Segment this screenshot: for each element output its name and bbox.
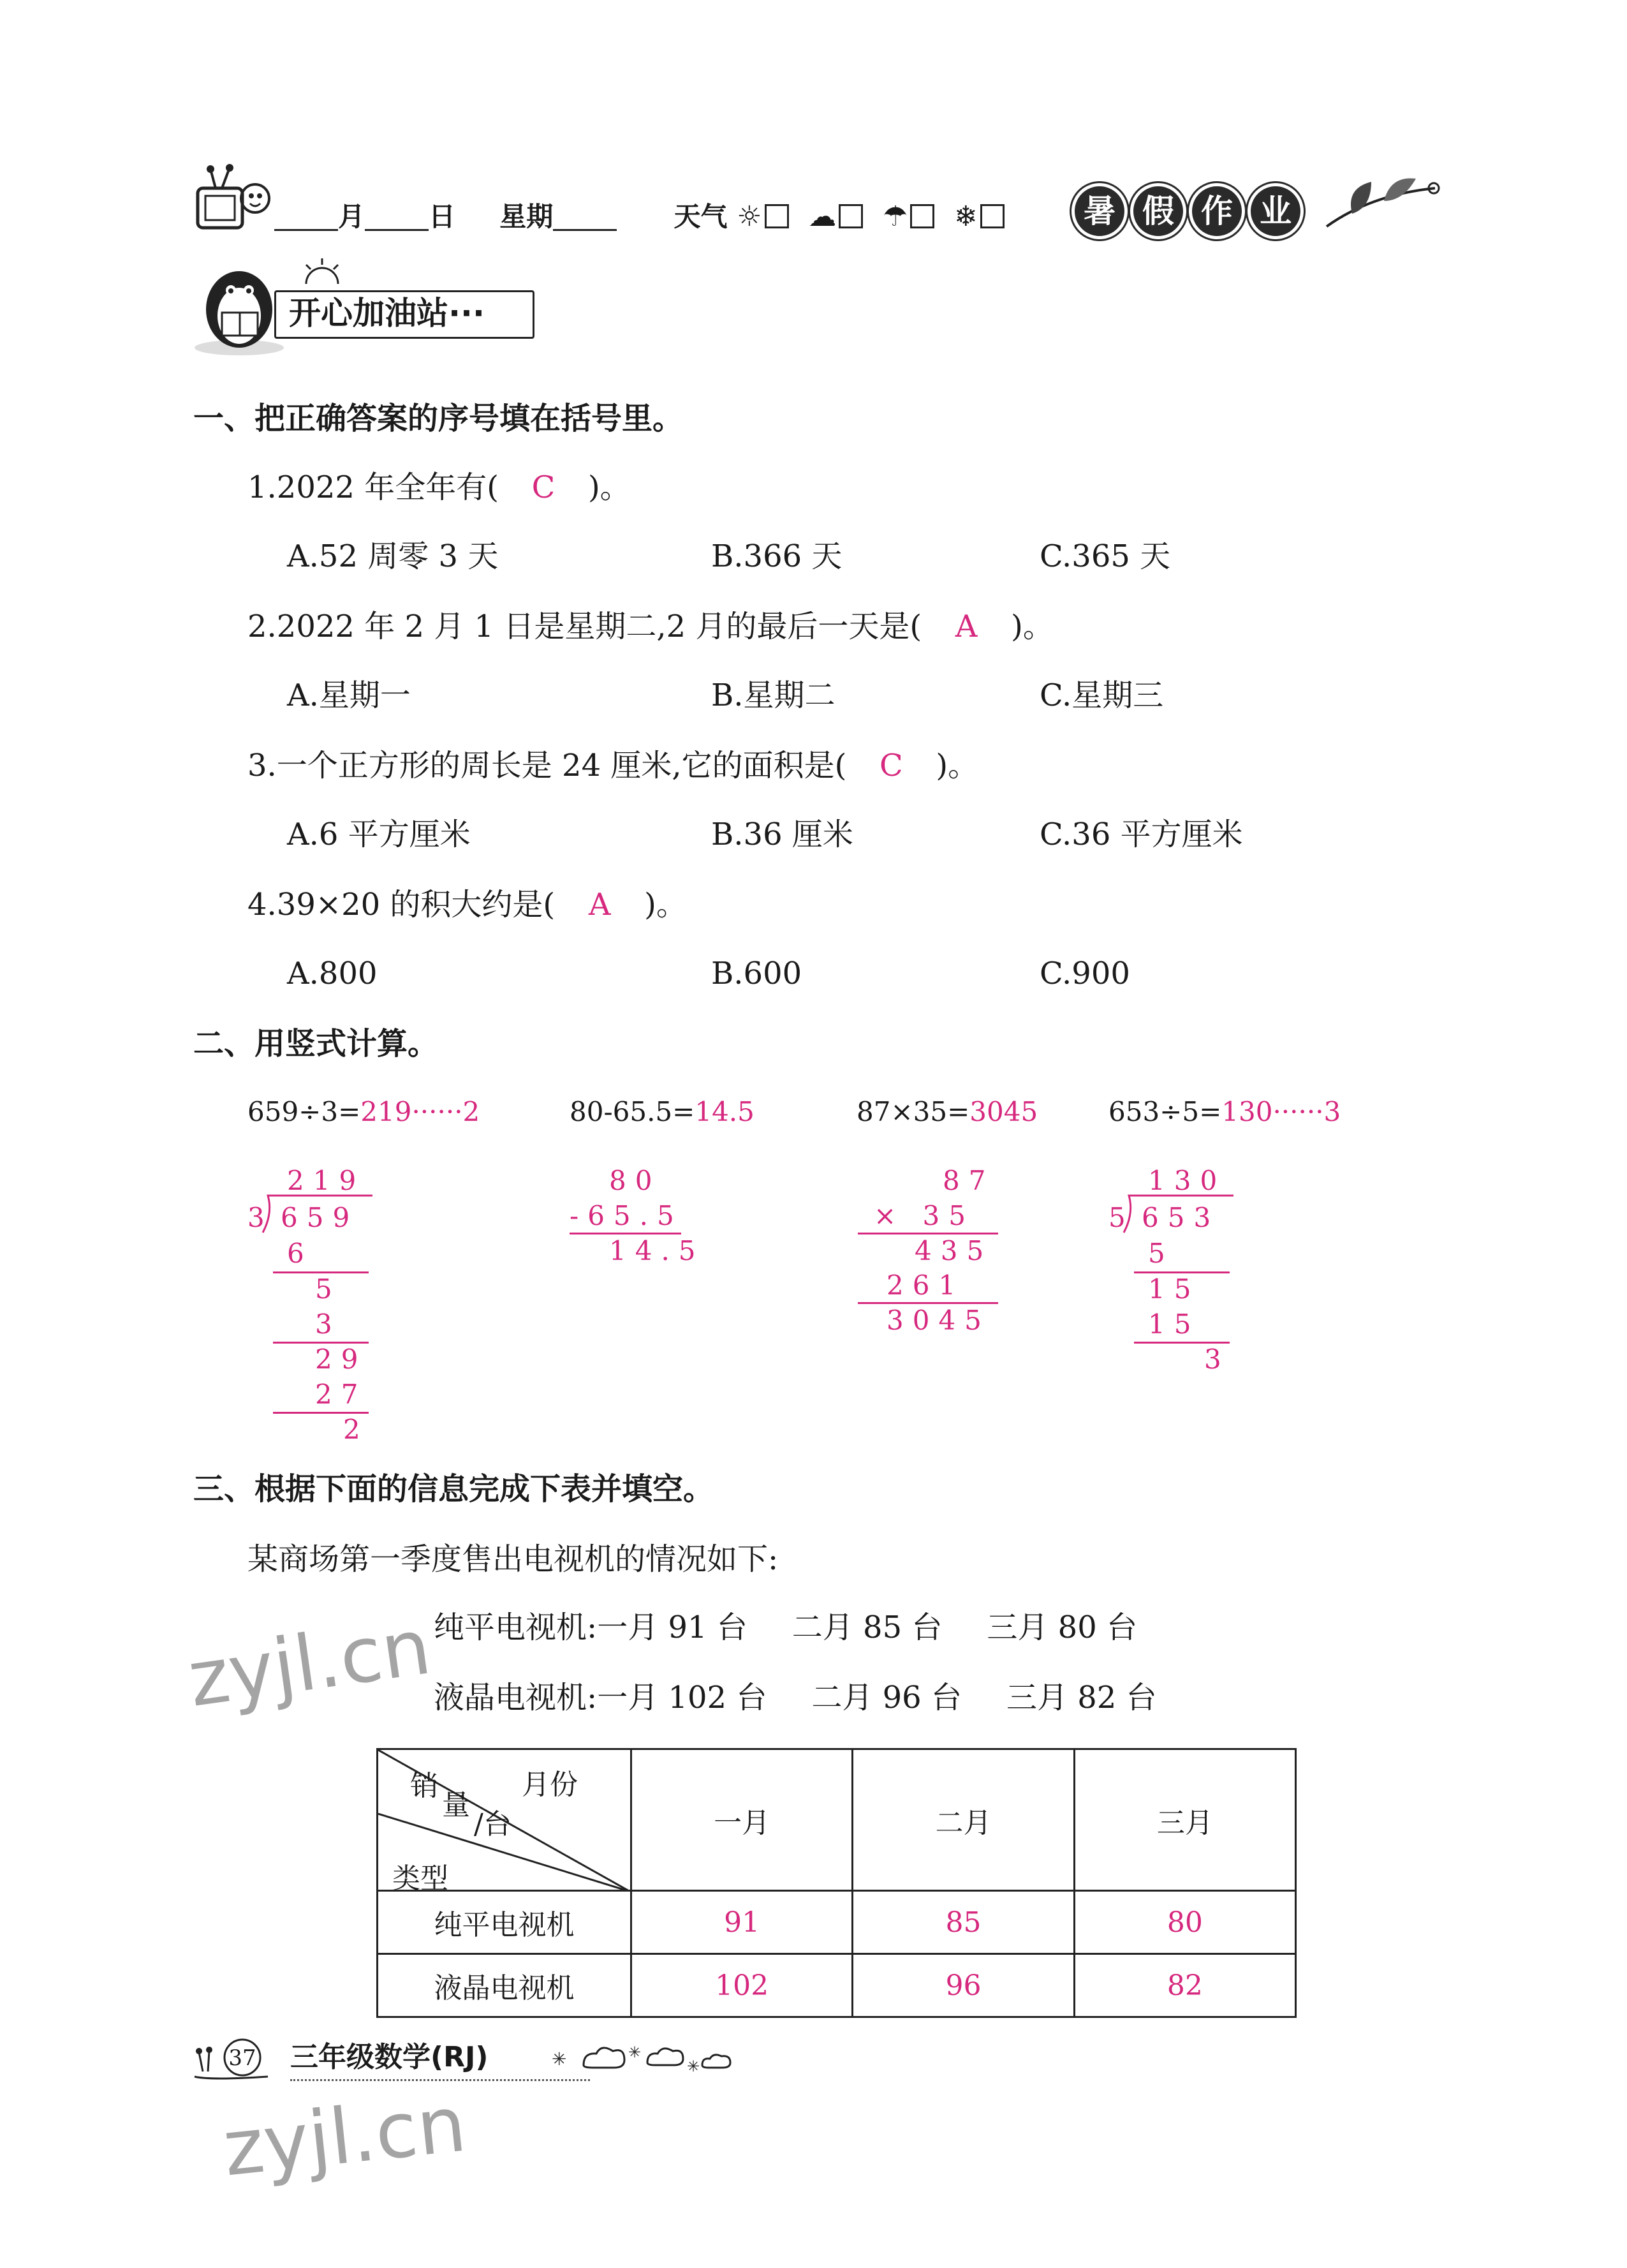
brand-char: 业 <box>1248 183 1304 239</box>
section1-heading: 一、把正确答案的序号填在括号里。 <box>193 401 684 436</box>
problem-expr: 80-65.5= <box>570 1096 695 1127</box>
brand-logo <box>1071 183 1306 239</box>
division-remainder: 3 <box>1204 1344 1230 1375</box>
option-a: A.800 <box>287 956 378 991</box>
question-2 <box>247 611 1054 642</box>
cloud-decoration-icon <box>545 2040 737 2078</box>
day-label: 日 <box>429 201 456 232</box>
column-header: 二月 <box>853 1749 1074 1891</box>
row-label: 液晶电视机 <box>378 1954 631 2017</box>
corner-sales-a: 销 <box>410 1770 438 1802</box>
brand-char: 作 <box>1189 183 1245 239</box>
question-stem: 2.2022 年 2 月 1 日是星期二,2 月的最后一天是( <box>247 609 922 644</box>
division-step: 5 <box>315 1273 341 1305</box>
answer-value[interactable]: A <box>955 609 978 644</box>
problem-expr: 659÷3= <box>247 1096 361 1127</box>
penguin-mascot-icon <box>191 255 287 357</box>
leaf-branch-icon <box>1320 169 1441 239</box>
dividend: 659 <box>281 1202 359 1233</box>
month-blank[interactable] <box>274 201 338 231</box>
info-item: 一月 91 台 <box>597 1610 747 1645</box>
option-b: B.36 厘米 <box>711 817 853 852</box>
divisor: 5 <box>1108 1202 1135 1233</box>
problem-2 <box>570 1096 755 1127</box>
divisor: 3 <box>247 1202 274 1233</box>
answer-value[interactable]: C <box>880 748 903 783</box>
minuend: 80 <box>609 1165 661 1196</box>
footer-dotted-rule <box>290 2079 590 2081</box>
corner-month: 月份 <box>522 1768 578 1801</box>
multiplier: × 35 <box>874 1200 975 1231</box>
info-item: 二月 96 台 <box>811 1680 962 1716</box>
info-item: 一月 102 台 <box>597 1680 767 1716</box>
sun-checkbox[interactable] <box>765 204 789 228</box>
sun-icon: ☼ <box>737 200 762 233</box>
weather-label: 天气 <box>674 201 728 232</box>
quotient: 219 <box>287 1165 365 1196</box>
corner-sales-c: /台 <box>474 1808 512 1841</box>
weekday-blank[interactable] <box>553 201 617 231</box>
table-cell[interactable]: 80 <box>1074 1891 1295 1954</box>
snow-icon: ❄ <box>953 200 978 233</box>
division-step: 29 <box>315 1344 367 1375</box>
day-blank[interactable] <box>365 201 429 231</box>
table-cell[interactable]: 82 <box>1074 1954 1295 2017</box>
row-label: 纯平电视机 <box>378 1891 631 1954</box>
corner-type: 类型 <box>392 1862 448 1895</box>
section3-intro: 某商场第一季度售出电视机的情况如下: <box>247 1541 779 1577</box>
question-close: )。 <box>644 887 687 923</box>
section2-heading: 二、用竖式计算。 <box>193 1026 439 1062</box>
partial-product: 435 <box>915 1235 993 1266</box>
division-remainder: 2 <box>343 1414 369 1445</box>
brand-char: 假 <box>1130 183 1186 239</box>
division-step: 15 <box>1148 1308 1200 1340</box>
svg-text:✳: ✳ <box>552 2049 567 2070</box>
brand-char: 暑 <box>1071 183 1128 239</box>
question-close: )。 <box>1011 609 1054 644</box>
info-item: 二月 85 台 <box>791 1610 943 1645</box>
option-b: B.星期二 <box>711 678 836 713</box>
weekday-label: 星期 <box>499 201 554 232</box>
answer-value[interactable]: C <box>531 470 556 505</box>
question-close: )。 <box>587 470 631 505</box>
option-c: C.36 平方厘米 <box>1040 817 1243 852</box>
table-row <box>378 1954 1296 2017</box>
problem-expr: 87×35= <box>857 1096 970 1127</box>
difference: 14.5 <box>609 1235 705 1266</box>
info-item: 三月 82 台 <box>1006 1680 1157 1716</box>
table-cell[interactable]: 102 <box>631 1954 853 2017</box>
option-c: C.365 天 <box>1040 538 1171 574</box>
division-step: 5 <box>1148 1238 1174 1269</box>
division-step: 15 <box>1148 1273 1200 1305</box>
table-header-row <box>378 1749 1296 1891</box>
question-4 <box>247 887 687 923</box>
multiplicand: 87 <box>943 1165 995 1196</box>
problem-3 <box>857 1096 1038 1127</box>
problem-4 <box>1108 1096 1341 1127</box>
option-b: B.600 <box>711 956 802 991</box>
question-3 <box>247 750 978 781</box>
page-footer <box>191 2038 765 2089</box>
option-c: C.星期三 <box>1040 678 1164 713</box>
division-step: 6 <box>287 1238 313 1269</box>
division-step: 3 <box>315 1308 341 1340</box>
column-header: 三月 <box>1074 1749 1295 1891</box>
watermark: zyjl.cn <box>219 2080 471 2194</box>
answer-value[interactable]: A <box>588 887 611 923</box>
corner-sales-b: 量 <box>442 1789 470 1821</box>
problem-result[interactable]: 3045 <box>969 1096 1038 1127</box>
info-item: 三月 80 台 <box>987 1610 1138 1645</box>
banner-title: 开心加油站··· <box>289 295 485 332</box>
question-stem: 4.39×20 的积大约是( <box>247 887 556 923</box>
subtraction-rule <box>570 1233 681 1234</box>
question-1 <box>247 472 631 503</box>
book-title: 三年级数学(RJ) <box>290 2041 489 2073</box>
info-line-1 <box>434 1612 1137 1643</box>
sales-table <box>376 1748 1297 2018</box>
question-stem: 1.2022 年全年有( <box>247 470 499 505</box>
info-type: 液晶电视机: <box>434 1680 598 1716</box>
computer-doodle-icon <box>191 163 274 246</box>
table-row <box>378 1891 1296 1954</box>
page-number: 37 <box>228 2045 256 2071</box>
rain-icon: ☂ <box>882 200 908 233</box>
rain-checkbox[interactable] <box>910 204 934 228</box>
product: 3045 <box>887 1305 990 1336</box>
month-label: 月 <box>338 201 365 232</box>
multiplication-rule <box>858 1233 998 1234</box>
question-stem: 3.一个正方形的周长是 24 厘米,它的面积是( <box>247 748 847 783</box>
table-cell[interactable]: 96 <box>853 1954 1074 2017</box>
cloud-icon: ☁ <box>808 200 837 233</box>
banner-box <box>274 290 534 339</box>
info-type: 纯平电视机: <box>434 1610 598 1645</box>
multiplication-rule <box>858 1302 998 1304</box>
problem-result[interactable]: 219······2 <box>360 1096 480 1127</box>
division-step: 27 <box>315 1379 367 1410</box>
problem-result[interactable]: 130······3 <box>1221 1096 1341 1127</box>
problem-result[interactable]: 14.5 <box>695 1096 755 1127</box>
table-cell[interactable]: 91 <box>631 1891 853 1954</box>
dividend: 653 <box>1142 1202 1220 1233</box>
cloud-checkbox[interactable] <box>839 204 863 228</box>
option-a: A.星期一 <box>287 678 411 713</box>
svg-text:✳: ✳ <box>687 2057 700 2075</box>
date-line <box>274 201 1005 231</box>
option-b: B.366 天 <box>711 538 843 574</box>
sun-decoration-icon <box>300 255 344 287</box>
partial-product: 261 <box>887 1270 965 1301</box>
snow-checkbox[interactable] <box>980 204 1005 228</box>
question-close: )。 <box>936 748 979 783</box>
svg-text:✳: ✳ <box>628 2043 642 2061</box>
problem-expr: 653÷5= <box>1108 1096 1222 1127</box>
table-cell[interactable]: 85 <box>853 1891 1074 1954</box>
option-a: A.52 周零 3 天 <box>287 538 499 574</box>
table-corner-cell <box>378 1749 631 1895</box>
option-c: C.900 <box>1040 956 1130 991</box>
quotient: 130 <box>1148 1165 1226 1196</box>
info-line-2 <box>434 1680 1157 1716</box>
option-a: A.6 平方厘米 <box>287 817 471 852</box>
watermark: zyjl.cn <box>183 1603 436 1724</box>
section3-heading: 三、根据下面的信息完成下表并填空。 <box>193 1471 714 1507</box>
subtrahend: -65.5 <box>570 1200 683 1231</box>
column-header: 一月 <box>631 1749 853 1891</box>
problem-1 <box>247 1096 480 1127</box>
page-header <box>191 163 1435 246</box>
